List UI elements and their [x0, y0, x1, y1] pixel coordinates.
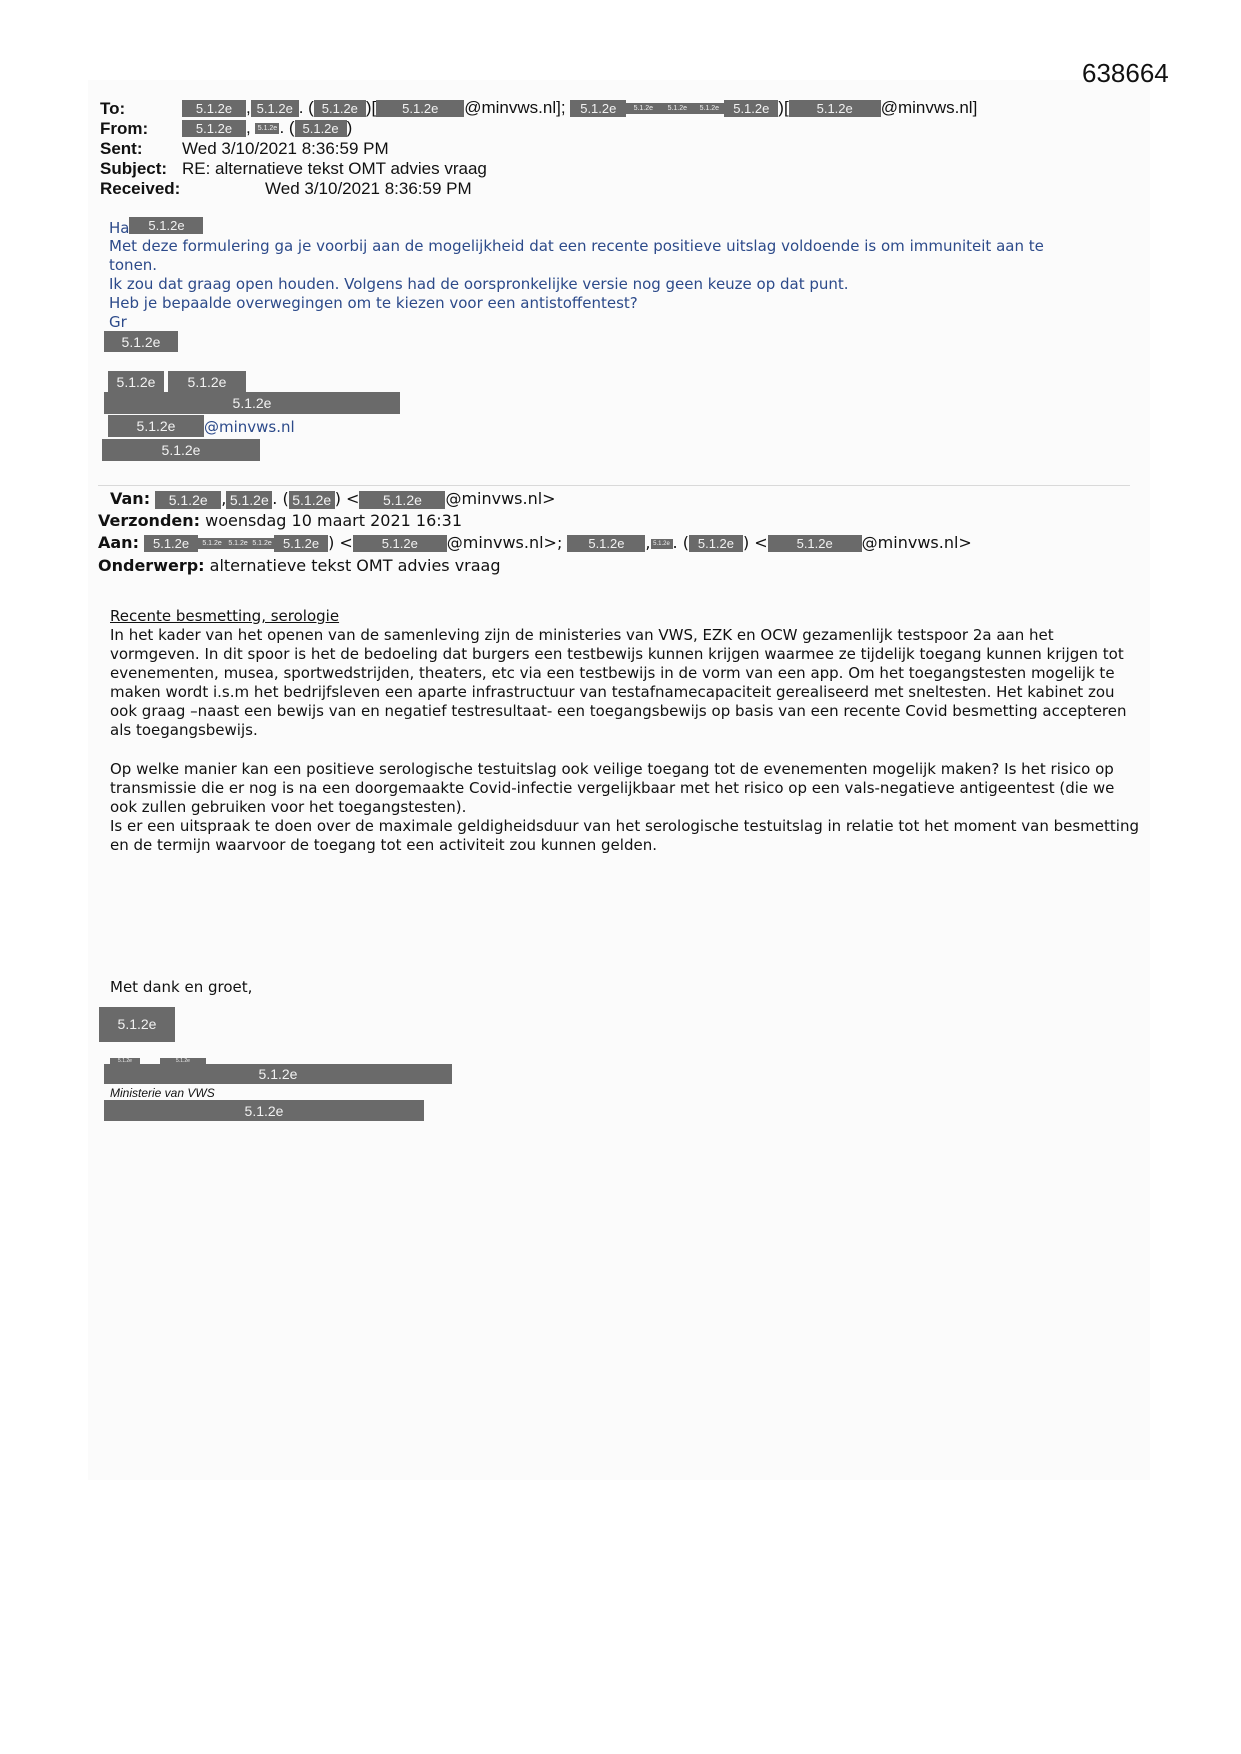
redaction-box: 5.1.2e	[694, 103, 724, 114]
reply-line-2: Ik zou dat graag open houden. Volgens had de oorspronkelijke versie nog geen keuze op dat punt.	[109, 275, 849, 293]
redaction-box: 5.1.2e	[314, 100, 366, 117]
redaction-box: 5.1.2e	[567, 535, 645, 552]
header-from-value	[182, 118, 352, 138]
redaction-box: 5.1.2e	[274, 535, 328, 552]
redaction-box: 5.1.2e	[160, 1058, 206, 1064]
redaction-box: 5.1.2e	[226, 538, 250, 549]
redaction-box: 5.1.2e	[251, 100, 299, 117]
redaction-box: 5.1.2e	[295, 120, 347, 137]
reply-line-1b: tonen.	[109, 256, 158, 274]
redaction-box: 5.1.2e	[724, 100, 778, 117]
redaction-box: 5.1.2e	[108, 415, 204, 437]
body-paragraph-1: In het kader van het openen van de samenleving zijn de ministeries van VWS, EZK en OCW gezamenlijk testspoor 2a aan het vormgeven. In dit spoor is het de bedoeling dat burgers een testbewijs kunnen krijgen waarmee ze tijdelijk toegang kunnen krijgen tot evenementen, musea, sportwedstrijden, theaters, etc via een testbewijs in de vorm van een app. Om het toegangstesten mogelijk te maken wordt i.s.m het bedrijfsleven een aparte infrastructuur van testafnamecapaciteit gerealiseerd met sneltesten. Het kabinet zou ook graag –naast een bewijs van en negatief testresultaat- een toegangsbewijs op basis van een recente Covid besmetting accepteren als toegangsbewijs.	[110, 626, 1127, 739]
forwarded-onderwerp: Onderwerp: alternatieve tekst OMT advies vraag	[98, 556, 501, 575]
separator: )[	[778, 98, 789, 117]
redaction-box: 5.1.2e	[660, 103, 694, 114]
redaction-box: 5.1.2e	[226, 491, 272, 509]
reply-line-3: Heb je bepaalde overwegingen om te kiezen voor een antistoffentest?	[109, 294, 638, 312]
redaction-box: 5.1.2e	[182, 120, 246, 137]
redaction-box: 5.1.2e	[359, 491, 445, 509]
header-received-value: Wed 3/10/2021 8:36:59 PM	[265, 179, 472, 198]
redaction-box: 5.1.2e	[376, 100, 464, 117]
redaction-box: 5.1.2e	[102, 439, 260, 461]
redaction-box: 5.1.2e	[255, 123, 279, 134]
redaction-box: 5.1.2e	[353, 535, 447, 552]
redaction-box: 5.1.2e	[110, 1058, 140, 1064]
redaction-box: 5.1.2e	[289, 491, 335, 509]
header-sent-label: Sent:	[100, 139, 143, 158]
header-from-label: From:	[100, 119, 149, 138]
forwarded-verzonden: Verzonden: woensdag 10 maart 2021 16:31	[98, 511, 463, 530]
reply-greeting: Ha 5.1.2e	[109, 219, 203, 238]
reply-email-domain: @minvws.nl	[204, 418, 295, 436]
redaction-box: 5.1.2e	[689, 535, 743, 552]
header-subject-value: RE: alternatieve tekst OMT advies vraag	[182, 159, 487, 178]
body-paragraph-2: Op welke manier kan een positieve serologische testuitslag ook veilige toegang tot de evenementen mogelijk maken? Is het risico op transmissie die er nog is na een doorgemaakte Covid-infectie vergelijkbaar met het risico op een vals-negatieve antigeentest (die we ook zullen gebruiken voor het toegangstesten).	[110, 760, 1115, 816]
separator: ,	[246, 118, 251, 137]
separator: )	[346, 118, 353, 137]
redaction-box: 5.1.2e	[651, 539, 673, 549]
header-sent-value: Wed 3/10/2021 8:36:59 PM	[182, 139, 389, 158]
redaction-box: 5.1.2e	[768, 535, 862, 552]
body-paragraph-3: Is er een uitspraak te doen over de maximale geldigheidsduur van het serologische testuitslag in relatie tot het moment van besmetting en de termijn waarvoor de toegang tot een activiteit zou kunnen gelden.	[110, 817, 1139, 854]
redaction-box: 5.1.2e	[789, 100, 881, 117]
email-domain: @minvws.nl]	[880, 98, 978, 117]
redaction-box: 5.1.2e	[99, 1007, 175, 1042]
separator: ,	[246, 98, 251, 117]
header-to-label: To:	[100, 99, 126, 118]
ministry-name: Ministerie van VWS	[110, 1086, 215, 1100]
redaction-box: 5.1.2e	[129, 217, 203, 234]
separator: . (	[298, 98, 314, 117]
reply-closing: Gr	[109, 313, 127, 331]
redaction-box: 5.1.2e	[198, 538, 226, 549]
redaction-box: 5.1.2e	[104, 1100, 424, 1121]
redaction-box: 5.1.2e	[250, 538, 274, 549]
redaction-box: 5.1.2e	[108, 371, 164, 392]
header-to-value	[182, 98, 977, 118]
redaction-box: 5.1.2e	[144, 535, 198, 552]
redaction-box: 5.1.2e	[104, 1064, 452, 1084]
forwarded-van: Van: 5.1.2e , 5.1.2e . ( 5.1.2e ) < 5.1.2e @minvws.nl>	[110, 489, 556, 508]
redaction-box: 5.1.2e	[182, 100, 246, 117]
redaction-box: 5.1.2e	[570, 100, 626, 117]
separator: )[	[365, 98, 377, 117]
body-closing: Met dank en groet,	[110, 978, 253, 996]
email-domain: @minvws.nl];	[464, 98, 566, 117]
forwarded-aan: Aan: 5.1.2e 5.1.2e 5.1.2e 5.1.2e 5.1.2e ) < 5.1.2e @minvws.nl>; 5.1.2e , 5.1.2e . ( 5.1.2e ) < 5.1.2e @minvws.nl>	[98, 533, 972, 552]
body-heading: Recente besmetting, serologie	[110, 607, 340, 625]
document-number: 638664	[1082, 58, 1169, 88]
header-received-label: Received:	[100, 179, 181, 198]
redaction-box: 5.1.2e	[168, 371, 246, 392]
header-subject-label: Subject:	[100, 159, 168, 178]
reply-line-1: Met deze formulering ga je voorbij aan de mogelijkheid dat een recente positieve uitslag voldoende is om immuniteit aan te	[109, 237, 1044, 255]
redaction-box: 5.1.2e	[104, 331, 178, 352]
redaction-box: 5.1.2e	[155, 491, 221, 509]
redaction-box: 5.1.2e	[104, 392, 400, 414]
separator: . (	[279, 118, 295, 137]
divider	[98, 485, 1130, 486]
redaction-box: 5.1.2e	[626, 103, 660, 114]
